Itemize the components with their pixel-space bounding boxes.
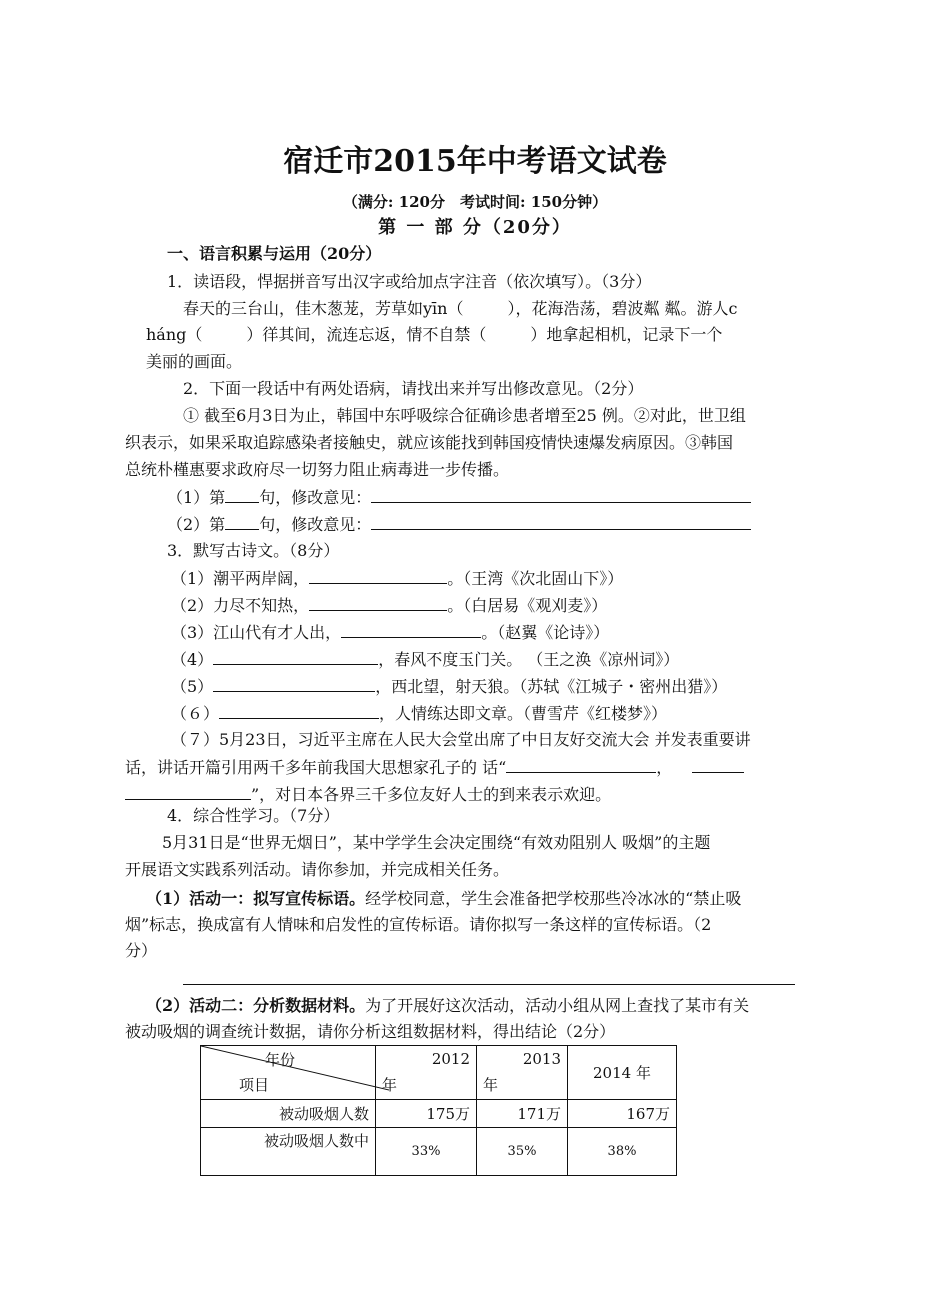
q3-item-7-line2: 话，讲话开篇引用两千多年前我国大思想家孔子的 话“ ， [125, 757, 744, 778]
q3-item-1: （1）潮平两岸阔， 。（王湾《次北固山下》） [171, 569, 624, 588]
q2-answer-1: （1）第 句，修改意见： [167, 487, 751, 508]
data-table [200, 1045, 677, 1176]
q3-item-2: （2）力尽不知热， 。（白居易《观刈麦》） [171, 596, 608, 615]
diagonal-line [201, 1046, 389, 1100]
corner-item-label: 项目 [239, 1076, 270, 1094]
corner-year-label: 年份 [264, 1051, 295, 1069]
q3-item-7-line3: ”，对日本各界三千多位友好人士的到来表示欢迎。 [125, 784, 611, 805]
q4-activity-2-line2: 被动吸烟的调查统计数据，请你分析这组数据材料，得出结论（2分） [125, 1022, 616, 1041]
answer-blank[interactable] [213, 649, 378, 665]
slogan-answer-line[interactable] [183, 984, 795, 985]
year-header: 2012 年 [376, 1046, 477, 1100]
sentence-blank[interactable] [225, 487, 259, 503]
table-cell: 35% [477, 1128, 568, 1176]
row-label: 被动吸烟人数中 [201, 1128, 376, 1176]
q3-stem: 3．默写古诗文。（8分） [167, 541, 340, 560]
exam-title: 宿迁市2015年中考语文试卷 [283, 144, 667, 179]
part-heading: 第 一 部 分（20分） [378, 217, 572, 238]
q3-item-7: （７）5月23日，习近平主席在人民大会堂出席了中日友好交流大会 并发表重要讲 [171, 730, 751, 749]
q1-stem: 1．读语段，悍据拼音写出汉字或给加点字注音（依次填写）。（3分） [167, 272, 652, 291]
row-label: 被动吸烟人数 [201, 1100, 376, 1128]
answer-blank[interactable] [341, 622, 481, 638]
table-cell: 38% [568, 1128, 677, 1176]
q4-activity-1-line3: 分） [125, 941, 158, 960]
q3-item-3: （3）江山代有才人出， 。（赵翼《论诗》） [171, 623, 610, 642]
q2-para-line: ① 截至6月3日为止，韩国中东呼吸综合征确诊患者增至25 例。②对此，世卫组 [183, 406, 746, 425]
sentence-blank[interactable] [225, 514, 259, 530]
q2-stem: 2．下面一段话中有两处语病，请找出来并写出修改意见。（2分） [183, 379, 644, 398]
q3-item-6: （６） ，人情练达即文章。（曹雪芹《红楼梦》） [171, 704, 668, 723]
q4-para-line: 开展语文实践系列活动。请你参加，并完成相关任务。 [125, 860, 510, 879]
table-cell: 167万 [568, 1100, 677, 1128]
q4-stem: 4．综合性学习。（7分） [167, 806, 340, 825]
q2-para-line: 织表示，如果采取追踪感染者接触史，就应该能找到韩国疫情快速爆发病原因。③韩国 [125, 433, 734, 452]
revision-blank[interactable] [371, 514, 751, 530]
q1-line1: 春天的三台山，佳木葱茏，芳草如yīn（ ），花海浩荡，碧波粼 粼。游人c [183, 299, 738, 318]
section-heading: 一、语言积累与运用（20分） [167, 244, 382, 263]
year-header: 2014 年 [568, 1046, 677, 1100]
q2-answer-2: （2）第 句，修改意见： [167, 514, 751, 535]
q3-item-4: （4） ，春风不度玉门关。 （王之涣《凉州词》） [171, 650, 680, 669]
answer-blank[interactable] [125, 784, 251, 800]
table-corner-header [201, 1046, 376, 1100]
year-header: 2013 年 [477, 1046, 568, 1100]
q4-activity-1-line2: 烟”标志，换成富有人情味和启发性的宣传标语。请你拟写一条这样的宣传标语。（2 [125, 915, 712, 934]
answer-blank[interactable] [309, 568, 447, 584]
revision-blank[interactable] [371, 487, 751, 503]
q2-para-line: 总统朴槿惠要求政府尽一切努力阻止病毒进一步传播。 [125, 460, 510, 479]
q4-activity-1: （1）活动一：拟写宣传标语。经学校同意，学生会准备把学校那些冷冰冰的“禁止吸 [146, 889, 742, 908]
q3-item-5: （5） ，西北望，射天狼。（苏轼《江城子・密州出猎》） [171, 677, 728, 696]
table-cell: 171万 [477, 1100, 568, 1128]
answer-blank[interactable] [692, 757, 744, 773]
answer-blank[interactable] [219, 703, 379, 719]
table-cell: 33% [376, 1128, 477, 1176]
table-cell: 175万 [376, 1100, 477, 1128]
answer-blank[interactable] [506, 757, 656, 773]
q1-line3: 美丽的画面。 [146, 352, 243, 371]
q4-para-line: 5月31日是“世界无烟日”，某中学学生会决定围绕“有效劝阻别人 吸烟”的主题 [162, 833, 711, 852]
answer-blank[interactable] [309, 595, 447, 611]
answer-blank[interactable] [213, 676, 375, 692]
exam-subtitle: （满分: 120分 考试时间: 150分钟） [342, 193, 608, 211]
q4-activity-2: （2）活动二：分析数据材料。为了开展好这次活动，活动小组从网上查找了某市有关 [146, 996, 750, 1015]
q1-line2: háng（ ）徉其间，流连忘返，情不自禁（ ）地拿起相机，记录下一个 [146, 325, 723, 344]
